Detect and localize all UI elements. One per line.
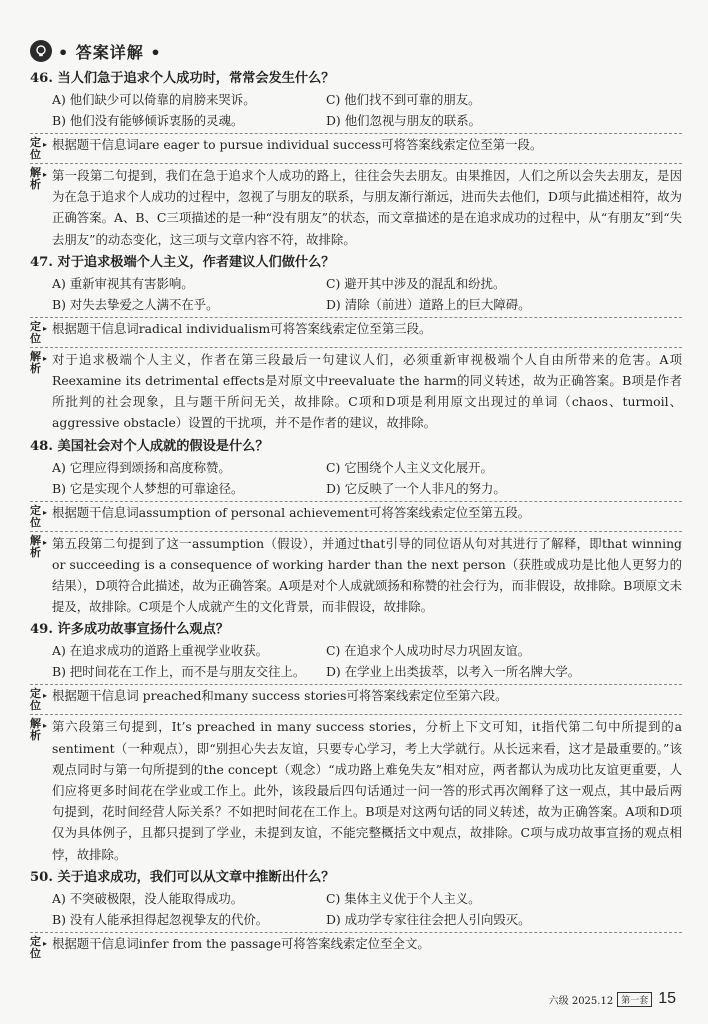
question-block — [30, 619, 682, 864]
option: B) 对失去挚爱之人满不在乎。 — [52, 296, 219, 312]
option: A) 不突破极限，没人能取得成功。 — [52, 890, 244, 906]
divider — [30, 501, 682, 502]
question-title: 50. 关于追求成功，我们可以从文章中推断出什么？ — [30, 869, 335, 885]
issue-label: 六级 2025.12 — [548, 995, 614, 1007]
question-title: 47. 对于追求极端个人主义，作者建议人们做什么？ — [30, 254, 335, 270]
dingwei-label: 定位 — [30, 503, 41, 529]
question-title: 49. 许多成功故事宣扬什么观点？ — [30, 622, 229, 638]
option: A) 在追求成功的道路上重视学业收获。 — [52, 643, 268, 659]
arrow-icon: ▸ — [43, 352, 48, 363]
options-grid — [52, 457, 682, 499]
jiexi-tag — [30, 167, 48, 191]
options-grid — [52, 89, 682, 131]
arrow-icon: ▸ — [43, 536, 48, 547]
lightbulb-icon — [30, 40, 52, 62]
options-grid — [52, 273, 682, 315]
jiexi-tag — [30, 718, 48, 742]
option: B) 他们没有能够倾诉衷肠的灵魂。 — [52, 113, 244, 128]
dingwei-block — [30, 503, 682, 529]
arrow-icon: ▸ — [43, 937, 48, 948]
divider — [30, 714, 682, 715]
dingwei-label: 定位 — [30, 687, 41, 713]
dingwei-label: 定位 — [30, 136, 41, 161]
option: B) 它是实现个人梦想的可靠途径。 — [52, 480, 244, 496]
dingwei-block — [30, 686, 682, 712]
section-header — [30, 38, 162, 64]
jiexi-text: 第一段第二句提到，我们在急于追求个人成功的路上，往往会失去朋友。由果推因，人们之所以会失去朋友，是因为在急于追求个人成功的过程中，忽视了与朋友的联系，与朋友渐行渐远，进而失去他们，D项与此描述相符，故为正确答案。A、B、C三项描述的是一种“没有朋友”的状态，而文章描述的是在追求成功的过程中，从“有朋友”到“失去朋友”的动态变化，这三项与文章内容不符，故排除。 — [52, 168, 682, 247]
answer-content — [30, 66, 682, 960]
jiexi-block — [30, 165, 682, 250]
option: C) 它围绕个人主义文化展开。 — [326, 459, 493, 475]
question-block — [30, 436, 682, 618]
option: A) 他们缺少可以倚靠的肩膀来哭诉。 — [52, 92, 256, 107]
option: B) 把时间花在工作上，而不是与朋友交往上。 — [52, 664, 306, 680]
dingwei-tag — [30, 505, 48, 529]
dingwei-tag — [30, 321, 48, 345]
arrow-icon: ▸ — [43, 139, 48, 149]
dingwei-text: 根据题干信息词are eager to pursue individual success可将答案线索定位至第一段。 — [52, 137, 543, 152]
dingwei-tag — [30, 688, 48, 712]
jiexi-text: 第六段第三句提到，It’s preached in many success stories，分析上下文可知，it指代第二句中所提到的a sentiment（一种观点），即“别担心失去友谊，只要专心学习，考上大学就行。从长远来看，这才是最重要的。”该观点同时与第一句所提到的the concept（观念）“成功路上难免失友”相对应，两者都认为成功比友谊更重要，人们应将更多时间花在学业或工作上。此外，该段最后四句话通过一问一答的形式再次阐释了这一观点，其中最后两句提到，花时间经营人际关系？不如把时间花在工作上。B项是对这两句话的同义转述，故为正确答案。A项和D项仅为具体例子，且都只提到了学业，未提到友谊，不能完整概括文中观点，故排除。C项与成功故事宣扬的观点相悖，故排除。 — [52, 719, 682, 862]
divider — [30, 932, 682, 933]
question-title: 46. 当人们急于追求个人成功时，常常会发生什么？ — [30, 71, 335, 86]
arrow-icon: ▸ — [43, 690, 48, 701]
question-block — [30, 252, 682, 434]
dingwei-text: 根据题干信息词infer from the passage可将答案线索定位至全文。 — [52, 935, 430, 951]
dingwei-tag — [30, 936, 48, 960]
option: D) 他们忽视与朋友的联系。 — [326, 113, 482, 128]
jiexi-block — [30, 716, 682, 864]
divider — [30, 317, 682, 318]
option: B) 没有人能承担得起忽视挚友的代价。 — [52, 911, 269, 927]
dingwei-label: 定位 — [30, 934, 41, 960]
option: D) 它反映了一个人非凡的努力。 — [326, 480, 506, 496]
jiexi-label: 解析 — [30, 166, 41, 191]
jiexi-tag — [30, 351, 48, 375]
question-title: 48. 美国社会对个人成就的假设是什么？ — [30, 438, 269, 454]
jiexi-label: 解析 — [30, 349, 41, 375]
dingwei-block — [30, 319, 682, 345]
option: D) 清除（前进）道路上的巨大障碍。 — [326, 296, 531, 312]
jiexi-block — [30, 349, 682, 434]
divider — [30, 347, 682, 348]
jiexi-label: 解析 — [30, 533, 41, 559]
divider — [30, 163, 682, 164]
dingwei-block — [30, 934, 682, 960]
arrow-icon: ▸ — [43, 169, 48, 179]
arrow-icon: ▸ — [43, 720, 48, 731]
options-grid — [52, 640, 682, 682]
question-block — [30, 867, 682, 960]
option: C) 在追求个人成功时尽力巩固友谊。 — [326, 643, 531, 659]
arrow-icon: ▸ — [43, 322, 48, 333]
option: C) 避开其中涉及的混乱和纷扰。 — [326, 275, 506, 291]
dingwei-block — [30, 135, 682, 161]
jiexi-text: 第五段第二句提到了这一assumption（假设），并通过that引导的同位语从句对其进行了解释，即that winning or succeeding is a consequence of working harder than the next person（获胜或成功是比他人更努力的结果），D项符合此描述，故为正确答案。A项是对个人成就颂扬和称赞的社会行为，而非假设，故排除。B项原文未提及，故排除。C项是个人成就产生的文化背景，而非假设，故排除。 — [52, 535, 682, 615]
option: D) 在学业上出类拔萃，以考入一所名牌大学。 — [326, 664, 581, 680]
option: A) 它理应得到颂扬和高度称赞。 — [52, 459, 231, 475]
divider — [30, 684, 682, 685]
jiexi-text: 对于追求极端个人主义，作者在第三段最后一句建议人们，必须重新审视极端个人自由所带来的危害。A项Reexamine its detrimental effects是对原文中reevaluate the harm的同义转述，故为正确答案。B项是作者所批判的社会现象，且与题干所问无关，故排除。C项和D项是利用原文出现过的单词（chaos、turmoil、aggressive obstacle）设置的干扰项，并不是作者的建议，故排除。 — [52, 351, 682, 431]
options-grid — [52, 888, 682, 930]
page-footer — [549, 990, 676, 1008]
option: C) 他们找不到可靠的朋友。 — [326, 92, 481, 107]
option: D) 成功学专家往往会把人引向毁灭。 — [326, 911, 531, 927]
dingwei-text: 根据题干信息词radical individualism可将答案线索定位至第三段。 — [52, 320, 432, 336]
jiexi-tag — [30, 535, 48, 559]
dingwei-text: 根据题干信息词assumption of personal achievement可将答案线索定位至第五段。 — [52, 504, 531, 520]
option: A) 重新审视其有害影响。 — [52, 275, 194, 291]
divider — [30, 531, 682, 532]
dingwei-label: 定位 — [30, 319, 41, 345]
jiexi-block — [30, 533, 682, 618]
dingwei-tag — [30, 137, 48, 161]
set-label: 第一套 — [617, 992, 652, 1007]
arrow-icon: ▸ — [43, 506, 48, 517]
section-title: • 答案详解 • — [58, 42, 162, 62]
option: C) 集体主义优于个人主义。 — [326, 890, 481, 906]
question-block — [30, 68, 682, 250]
page-number: 15 — [658, 990, 676, 1007]
dingwei-text: 根据题干信息词 preached和many success stories可将答案线索定位至第六段。 — [52, 688, 508, 704]
jiexi-label: 解析 — [30, 717, 41, 743]
divider — [30, 133, 682, 134]
